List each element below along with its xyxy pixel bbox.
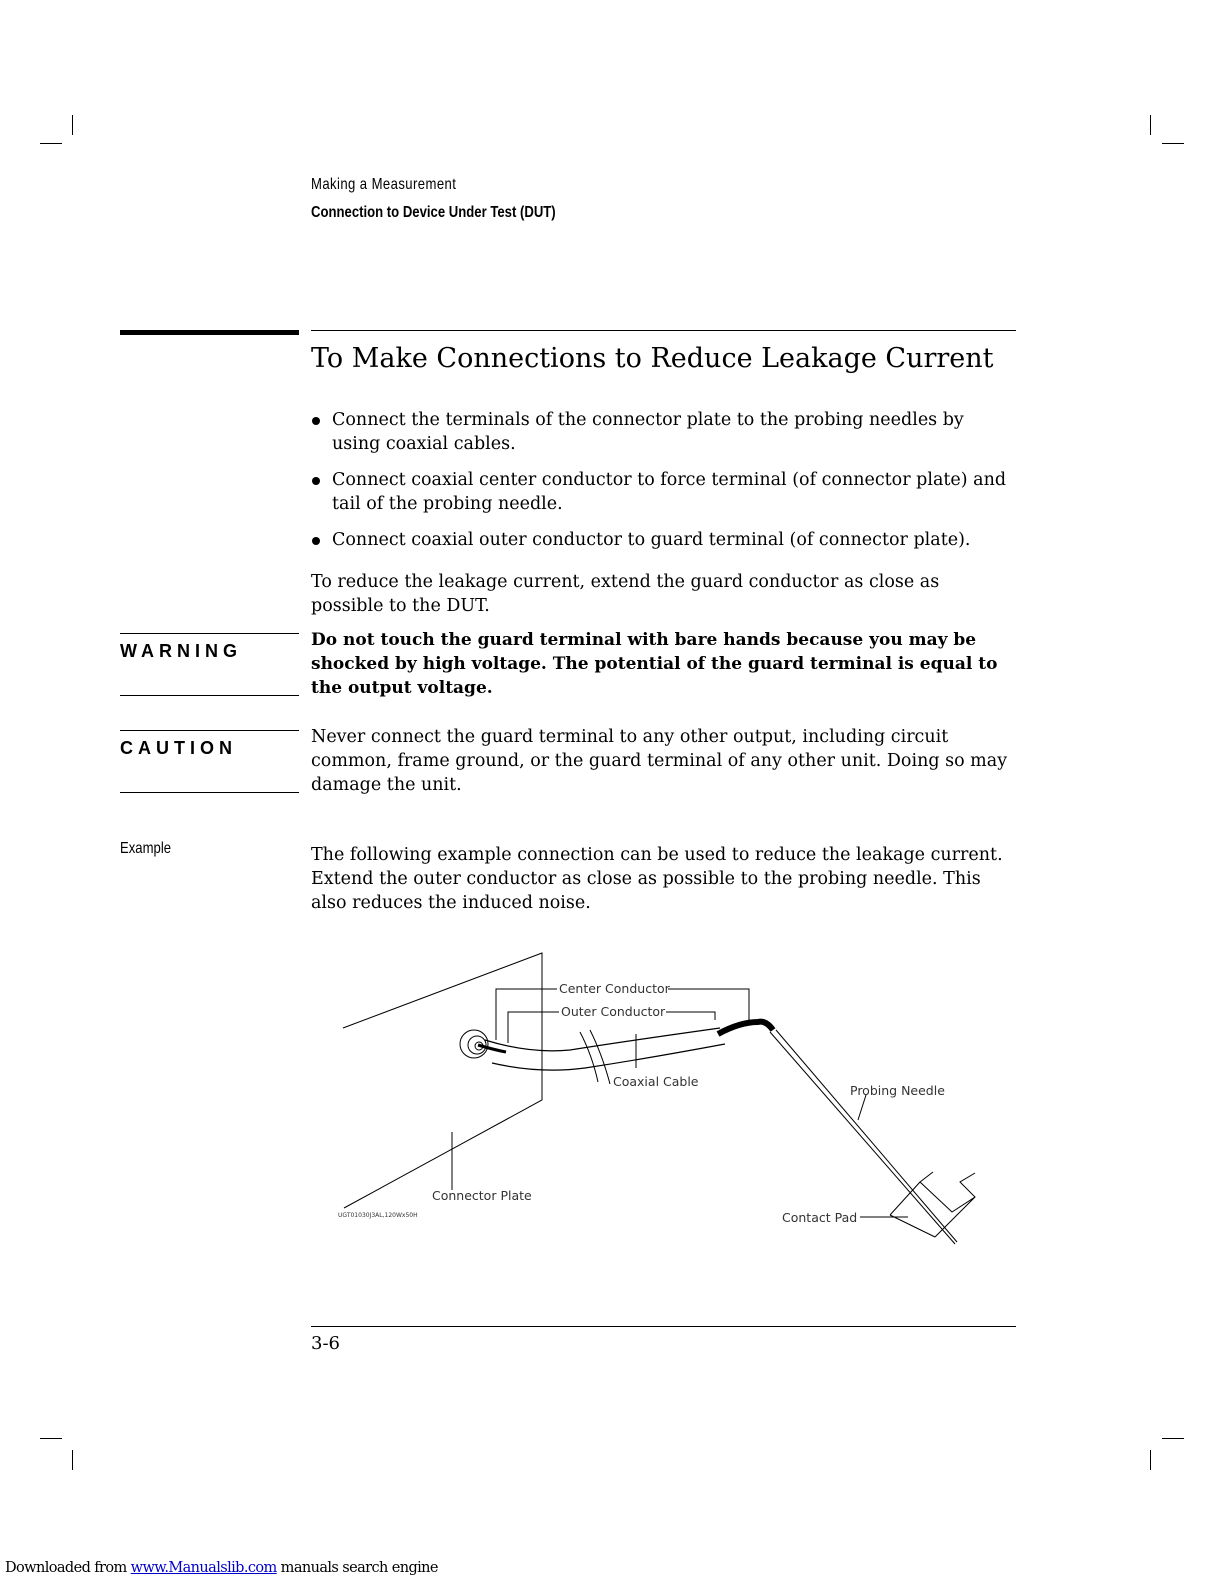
caution-text: Never connect the guard terminal to any other output, including circuit common, frame ground, or the guard terminal of any other unit. Doing so may damage the unit. — [311, 727, 1008, 795]
list-item: Connect coaxial outer conductor to guard terminal (of connector plate). — [311, 528, 1016, 552]
cable-break-mark — [580, 1032, 598, 1082]
warning-top-rule — [120, 633, 299, 634]
crop-mark — [72, 115, 73, 135]
caution-label: CAUTION — [120, 738, 237, 758]
label-contact-pad: Contact Pad — [782, 1210, 858, 1225]
center-conductor-wire — [718, 1022, 773, 1034]
footer-suffix: manuals search engine — [276, 1560, 438, 1576]
page-number: 3-6 — [311, 1333, 340, 1354]
crop-mark — [72, 1450, 73, 1470]
bullet-list — [311, 408, 1016, 564]
intro-paragraph: To reduce the leakage current, extend the guard conductor as close as possible to the DUT. — [311, 572, 940, 616]
crop-mark — [1150, 115, 1151, 135]
label-probing-needle: Probing Needle — [850, 1083, 945, 1098]
crop-mark — [1162, 1438, 1184, 1439]
label-connector-plate: Connector Plate — [432, 1188, 532, 1203]
example-label: Example — [120, 840, 172, 857]
list-item: Connect the terminals of the connector plate to the probing needles by using coaxial cables. — [311, 408, 1016, 456]
running-header-section: Making a Measurement — [311, 176, 457, 193]
warning-text: Do not touch the guard terminal with bare hands because you may be shocked by high voltage. The potential of the guard terminal is equal to the output voltage. — [311, 630, 998, 698]
crop-mark — [40, 1438, 62, 1439]
crop-mark — [1150, 1450, 1151, 1470]
warning-bottom-rule — [120, 695, 299, 696]
footer-prefix: Downloaded from — [5, 1560, 131, 1576]
running-header-title: Connection to Device Under Test (DUT) — [311, 204, 556, 221]
probing-needle-leader — [858, 1095, 866, 1120]
list-item: Connect coaxial center conductor to force terminal (of connector plate) and tail of the probing needle. — [311, 468, 1016, 516]
caution-top-rule — [120, 730, 299, 731]
label-coaxial-cable: Coaxial Cable — [613, 1074, 699, 1089]
label-center-conductor: Center Conductor — [559, 981, 670, 996]
download-footer — [5, 1560, 438, 1576]
figure-id: UGT01030J3AL,120Wx50H — [338, 1212, 418, 1219]
crop-mark — [1162, 143, 1184, 144]
coaxial-cable-body — [485, 1028, 720, 1051]
label-outer-conductor: Outer Conductor — [561, 1004, 666, 1019]
contact-pad — [890, 1172, 975, 1237]
connection-diagram — [330, 950, 1010, 1260]
contact-pad — [890, 1215, 935, 1237]
warning-label: WARNING — [120, 641, 242, 661]
coaxial-cable-body — [492, 1044, 725, 1070]
example-text: The following example connection can be used to reduce the leakage current. Extend the outer conductor as close as possible to the probing needle. This also reduces the induced noise. — [311, 845, 1003, 913]
caution-bottom-rule — [120, 792, 299, 793]
heading-thick-rule — [120, 330, 299, 335]
crop-mark — [40, 143, 62, 144]
manualslib-link[interactable]: www.Manualslib.com — [130, 1560, 277, 1576]
page-heading: To Make Connections to Reduce Leakage Current — [311, 343, 994, 374]
heading-thin-rule — [311, 330, 1016, 331]
connector-plate-outline — [343, 953, 542, 1208]
footer-rule — [311, 1326, 1016, 1327]
cable-break-mark — [590, 1030, 610, 1084]
